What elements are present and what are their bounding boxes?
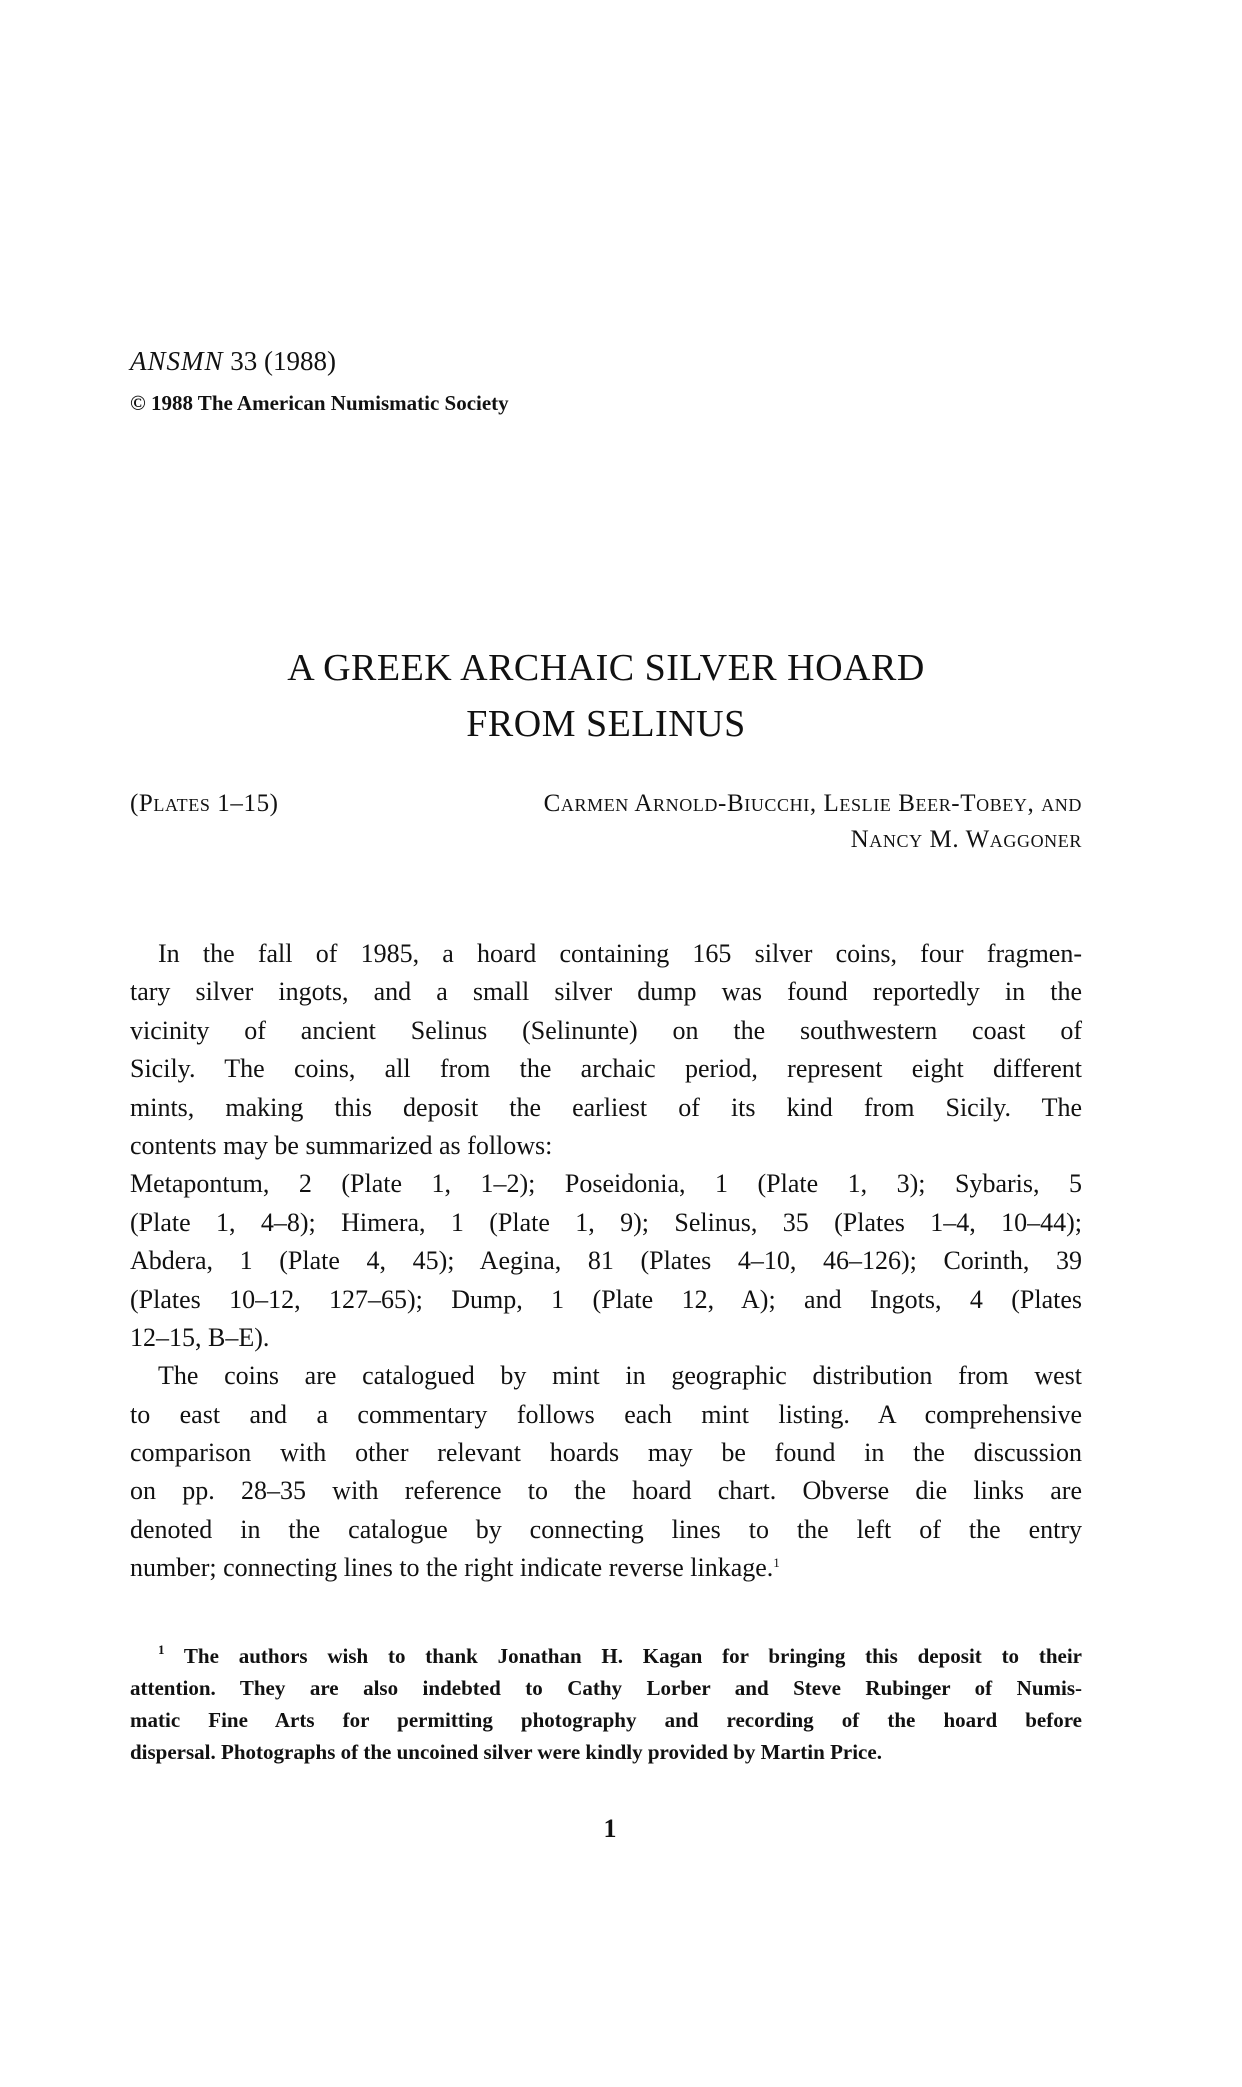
paragraph-contents-summary: [130, 1165, 1082, 1357]
page-number: 1: [603, 1814, 617, 1843]
footnote-text: The authors wish to thank Jonathan H. Kagan for bringing this deposit to their: [183, 1644, 1082, 1668]
authors-line-1: Carmen Arnold-Biucchi, Leslie Beer-Tobey, and: [543, 790, 1082, 817]
authors-line-2: Nancy M. Waggoner: [850, 826, 1082, 853]
journal-header: [130, 344, 336, 378]
journal-name: ANSMN: [130, 346, 224, 376]
body-line: vicinity of ancient Selinus (Selinunte) on the southwestern coast of: [130, 1015, 1082, 1045]
footnote-line: [130, 1640, 1082, 1672]
footnote-line: dispersal. Photographs of the uncoined silver were kindly provided by Martin Price.: [130, 1740, 882, 1764]
article-body: [130, 935, 1082, 1588]
article-title-line-2: FROM SELINUS: [466, 703, 746, 745]
body-line-text: number; connecting lines to the right indicate reverse linkage.: [130, 1553, 774, 1583]
footnote-reference[interactable]: 1: [773, 1555, 780, 1571]
plates-reference: (Plates 1–15): [130, 790, 279, 817]
journal-volume: 33 (1988): [230, 346, 336, 376]
body-line: contents may be summarized as follows:: [130, 1130, 553, 1160]
footnote: [130, 1640, 1082, 1768]
paragraph-catalogue-notes: [130, 1357, 1082, 1587]
body-line: on pp. 28–35 with reference to the hoard chart. Obverse die links are: [130, 1476, 1082, 1506]
body-line: tary silver ingots, and a small silver dump was found reportedly in the: [130, 977, 1082, 1007]
body-line: (Plate 1, 4–8); Himera, 1 (Plate 1, 9); Selinus, 35 (Plates 1–4, 10–44);: [130, 1207, 1082, 1237]
body-line: comparison with other relevant hoards may be found in the discussion: [130, 1438, 1082, 1468]
copyright-line: © 1988 The American Numismatic Society: [130, 391, 509, 415]
body-line: 12–15, B–E).: [130, 1322, 270, 1352]
footnote-marker: 1: [158, 1642, 165, 1657]
body-line: Abdera, 1 (Plate 4, 45); Aegina, 81 (Plates 4–10, 46–126); Corinth, 39: [130, 1246, 1082, 1276]
footnote-line: attention. They are also indebted to Cathy Lorber and Steve Rubinger of Numis-: [130, 1676, 1082, 1700]
footnote-line: matic Fine Arts for permitting photography and recording of the hoard before: [130, 1708, 1082, 1732]
article-title: [130, 640, 1082, 752]
body-line: mints, making this deposit the earliest of its kind from Sicily. The: [130, 1092, 1082, 1122]
article-title-line-1: A GREEK ARCHAIC SILVER HOARD: [287, 647, 925, 689]
byline: [130, 786, 1082, 858]
paragraph-intro: [130, 935, 1082, 1165]
body-line-with-footnote: [130, 1549, 1082, 1587]
body-line: denoted in the catalogue by connecting lines to the left of the entry: [130, 1514, 1082, 1544]
body-line: In the fall of 1985, a hoard containing 165 silver coins, four fragmen-: [158, 939, 1082, 968]
body-line: Metapontum, 2 (Plate 1, 1–2); Poseidonia, 1 (Plate 1, 3); Sybaris, 5: [130, 1169, 1082, 1199]
body-line: (Plates 10–12, 127–65); Dump, 1 (Plate 12, A); and Ingots, 4 (Plates: [130, 1284, 1082, 1314]
body-line: Sicily. The coins, all from the archaic period, represent eight different: [130, 1054, 1082, 1084]
body-line: The coins are catalogued by mint in geographic distribution from west: [158, 1361, 1082, 1391]
body-line: to east and a commentary follows each mint listing. A comprehensive: [130, 1399, 1082, 1429]
